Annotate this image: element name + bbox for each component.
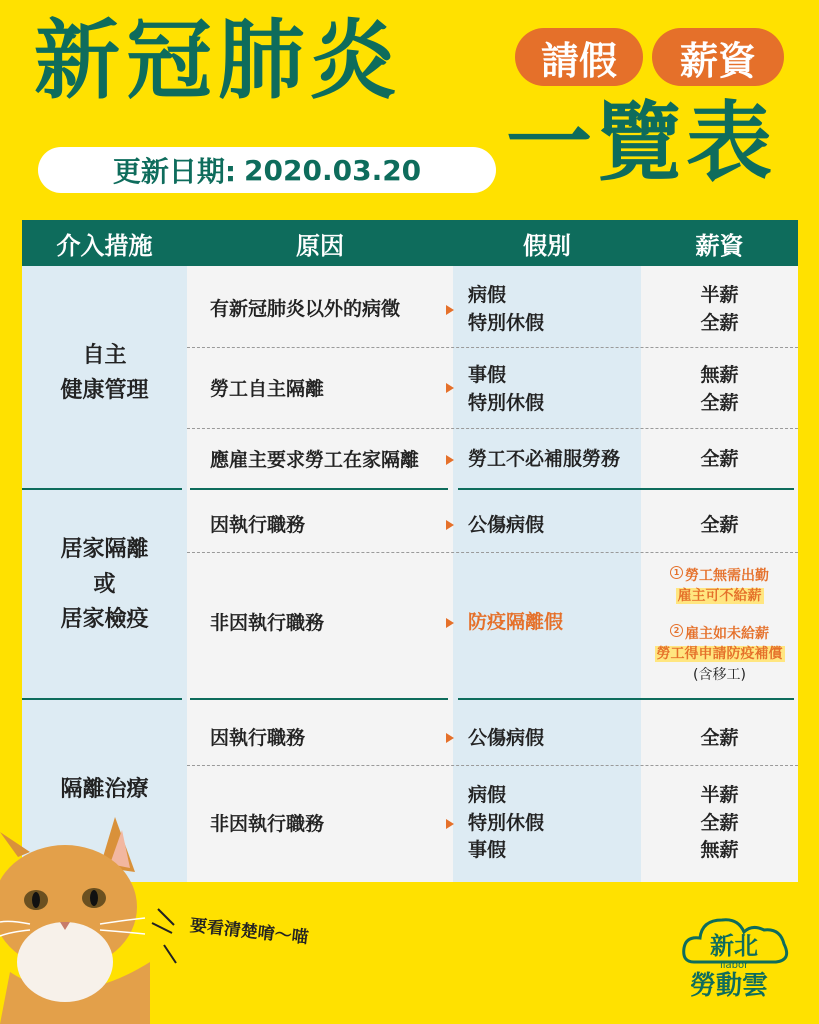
logo-sub: ilabor — [720, 960, 749, 970]
pay-cell: 全薪 — [700, 727, 739, 749]
leave-cell: 勞工不必補服勞務 — [468, 448, 621, 470]
pay-cell: 無薪 全薪 — [700, 364, 739, 414]
leave-cell: 病假 特別休假 事假 — [468, 784, 545, 862]
group-divider — [22, 488, 182, 490]
date-label: 更新日期: — [112, 155, 237, 188]
pay-cell: 全薪 — [700, 514, 739, 536]
arrow-icon — [446, 618, 454, 628]
reason-cell: 因執行職務 — [210, 514, 306, 536]
leave-cell: 病假 特別休假 — [468, 284, 545, 334]
cat-speech-text: 要看清楚唷～喵 — [189, 915, 310, 949]
number-two-icon: 2 — [670, 624, 683, 637]
date-value: 2020.03.20 — [244, 153, 422, 187]
note-one: 1 勞工無需出勤 雇主可不給薪 — [641, 566, 798, 607]
intervention-self-health: 自主 健康管理 — [60, 343, 149, 404]
intervention-isolation-treatment: 隔離治療 — [60, 777, 149, 802]
leave-cell: 防疫隔離假 — [468, 611, 564, 633]
arrow-icon — [446, 383, 454, 393]
arrow-icon — [446, 305, 454, 315]
pay-cell: 半薪 全薪 無薪 — [700, 784, 739, 862]
reason-cell: 非因執行職務 — [210, 612, 325, 634]
leave-pill: 請假 — [515, 28, 643, 86]
row-divider — [187, 428, 798, 429]
header-salary: 薪資 — [695, 231, 744, 260]
arrow-icon — [446, 819, 454, 829]
reason-cell: 因執行職務 — [210, 727, 306, 749]
intervention-home-quarantine: 居家隔離 或 居家檢疫 — [60, 537, 149, 633]
header-intervention: 介入措施 — [56, 231, 153, 260]
group-divider — [458, 698, 794, 700]
cloud-logo-icon — [680, 910, 792, 970]
cat-illustration — [0, 812, 150, 1024]
reason-cell: 應雇主要求勞工在家隔離 — [210, 449, 420, 471]
row-divider — [187, 765, 798, 766]
pay-cell: 全薪 — [700, 448, 739, 470]
header-reason: 原因 — [296, 231, 344, 260]
row-divider — [187, 347, 798, 348]
salary-pill: 薪資 — [652, 28, 784, 86]
pay-cell: 半薪 全薪 — [700, 284, 739, 334]
header-leave: 假別 — [523, 231, 571, 260]
page-title: 新冠肺炎 — [34, 11, 402, 111]
group-divider — [190, 698, 448, 700]
arrow-icon — [446, 520, 454, 530]
group-divider — [22, 698, 182, 700]
reason-cell: 勞工自主隔離 — [210, 378, 325, 400]
page-subtitle: 一覽表 — [506, 93, 776, 193]
leave-salary-table — [22, 220, 798, 882]
number-one-icon: 1 — [670, 566, 683, 579]
arrow-icon — [446, 733, 454, 743]
reason-cell: 非因執行職務 — [210, 813, 325, 835]
logo-name: 新北 — [710, 932, 758, 960]
leave-cell: 公傷病假 — [468, 514, 545, 536]
leave-cell: 公傷病假 — [468, 727, 545, 749]
reason-cell: 有新冠肺炎以外的病徵 — [210, 298, 401, 320]
row-divider — [187, 552, 798, 553]
arrow-icon — [446, 455, 454, 465]
leave-cell: 事假 特別休假 — [468, 364, 545, 414]
group-divider — [190, 488, 448, 490]
group-divider — [458, 488, 794, 490]
logo-text: 勞動雲 — [690, 971, 769, 1001]
update-date — [38, 147, 496, 193]
note-two: 2 雇主如未給薪 勞工得申請防疫補償 (含移工) — [656, 626, 783, 683]
table-header — [22, 220, 798, 266]
speech-lines-icon — [150, 905, 190, 965]
